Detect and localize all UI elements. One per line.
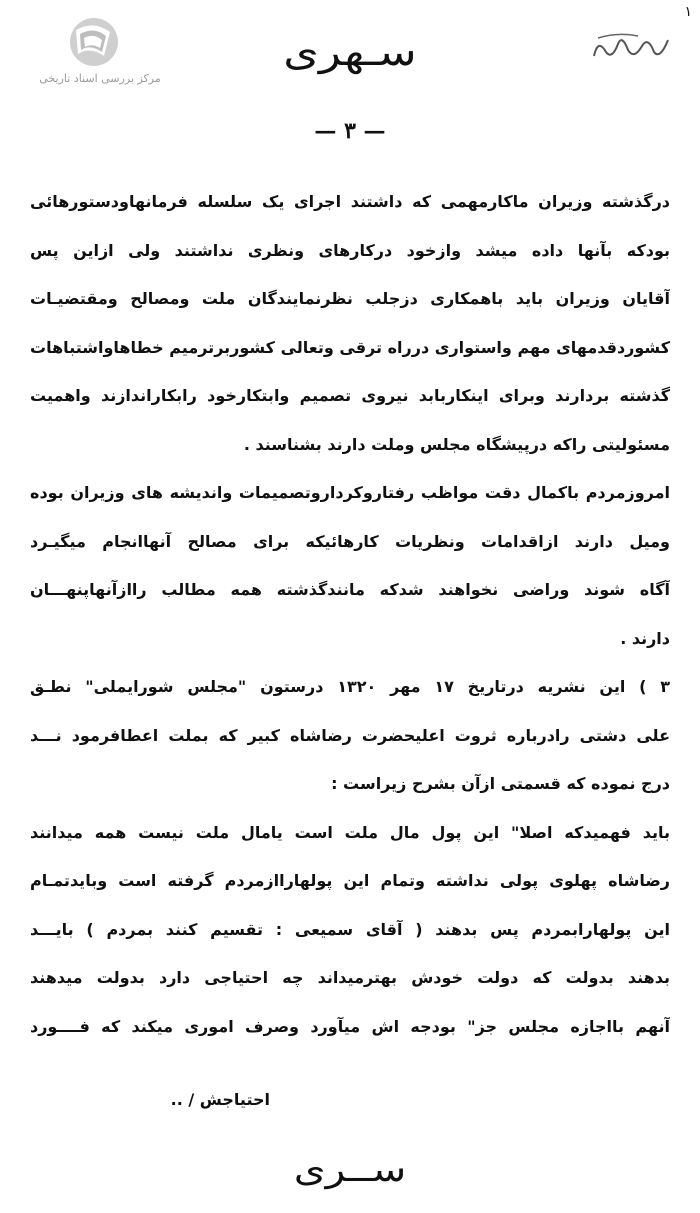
text-line: بودکه بآنها داده میشد وازخود درکارهای ونظری نداشتند ولی ازاین پس (30, 240, 670, 260)
text-line: درگذشته وزیران ماکارمهمی که داشتند اجرای یک سلسله فرمانهاودستورهائی (30, 192, 670, 211)
text-line: درج نموده که قسمتی ازآن بشرح زیراست : (331, 774, 670, 793)
handwritten-annotation (588, 26, 678, 66)
text-line: مسئولیتی راکه درپیشگاه مجلس وملت دارند بشناسند . (243, 434, 670, 454)
page-number: — ۳ — (314, 118, 386, 144)
document-body (30, 178, 670, 1051)
logo-caption: مرکز بررسی اسناد تاریخی (39, 72, 161, 85)
text-line: علی دشتی رادرباره ثروت اعلیحضرت رضاشاه کبیر که بملت اعطافرمود نـــد (30, 725, 670, 745)
text-line: این پولهارابمردم پس بدهند ( آقای سمیعی : تقسیم کنند بمردم ) بایـــد (30, 919, 670, 939)
text-line: باید فهمیدکه اصلا" این پول مال ملت است یامال ملت نیست همه میدانند (30, 822, 670, 842)
text-line: بدهند بدولت که دولت خودش بهترمیداند چه احتیاجی دارد بدولت میدهند (30, 968, 670, 987)
text-line: ۳ ) این نشریه درتاریخ ۱۷ مهر ۱۳۲۰ درستون "مجلس شورایملی" نطـق (30, 677, 670, 696)
text-line: آگاه شوند وراضی نخواهند شدکه مانندگذشته همه مطالب راازآنهاپنهـــان (30, 580, 670, 599)
text-line: آنهم بااجازه مجلس جز" بودجه اش میآورد وصرف اموری میکند که فــــورد (30, 1016, 670, 1036)
corner-mark: ۱ (684, 4, 692, 20)
text-line: ومیل دارند ازاقدامات ونظریات کارهائیکه برای مصالح آنهاانجام میگیـرد (30, 531, 670, 551)
text-line: کشوردقدمهای مهم واستواری درراه ترقی وتعالی کشوربرترمیم خطاهاواشتباهات (30, 337, 670, 357)
text-line: امروزمردم باکمال دقت مواظب رفتاروکرداروتصمیمات واندیشه های وزیران بوده (30, 483, 670, 502)
text-line: دارند . (620, 628, 670, 648)
classification-stamp-top: سـهری (283, 30, 417, 74)
text-line: رضاشاه پهلوی پولی نداشته وتمام این پولهاراازمردم گرفته است وبایدتمـام (30, 871, 670, 890)
classification-stamp-bottom: ســری (293, 1150, 407, 1190)
text-line: گذشته بردارند وبرای اینکاربابد نیروی تصمیم وابتکارخود رابکاراندازند واهمیت (30, 386, 670, 405)
text-line: آقایان وزیران باید باهمکاری دزجلب نظرنمایندگان ملت ومصالح ومقتضیـات (30, 289, 670, 308)
continuation-text: احتیاجش / .. (170, 1090, 270, 1109)
